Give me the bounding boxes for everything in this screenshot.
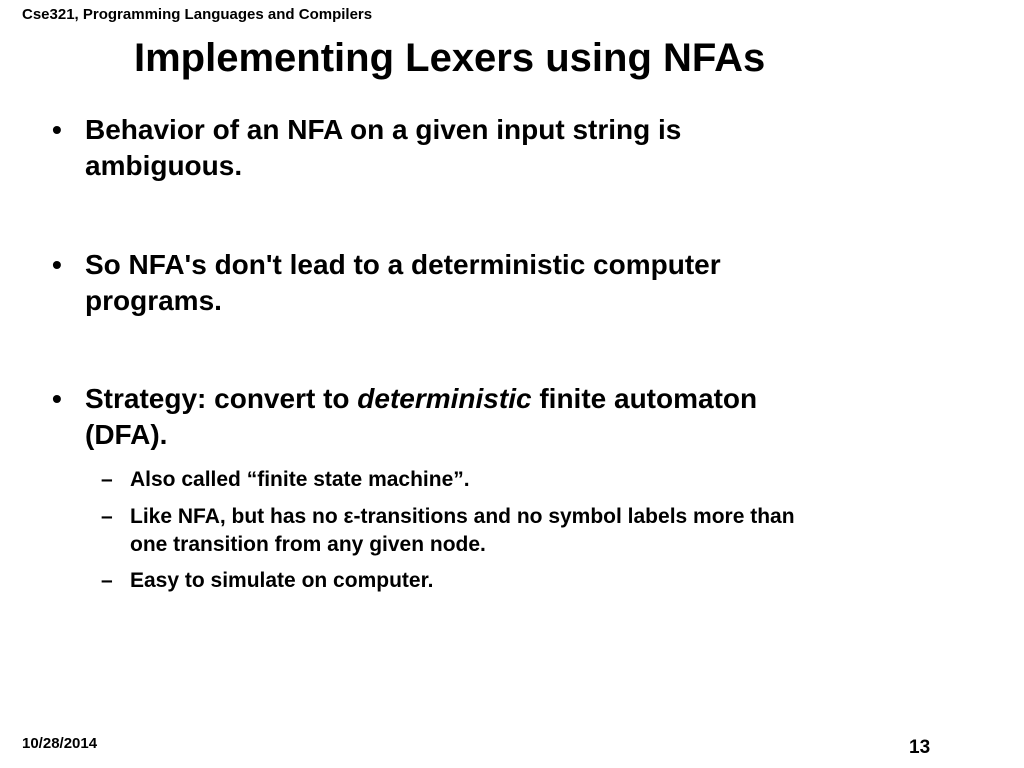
footer-date: 10/28/2014 <box>22 735 98 752</box>
sub-item-line: one transition from any given node. <box>130 533 486 556</box>
sub-item-text <box>130 503 970 559</box>
bullet-line: So NFA's don't lead to a deterministic computer <box>85 249 721 280</box>
bullet-text <box>85 112 985 184</box>
dash-marker: – <box>101 468 113 491</box>
sub-item-text <box>130 466 970 494</box>
sub-item-line: Easy to simulate on computer. <box>130 569 434 592</box>
slide-title: Implementing Lexers using NFAs <box>134 36 766 80</box>
bullet-line <box>85 381 985 417</box>
sub-item-line: Like NFA, but has no ε-transitions and no symbol labels more than <box>130 505 795 528</box>
bullet-line: programs. <box>85 285 222 316</box>
bullet-text-prefix: Strategy: convert to <box>85 383 358 414</box>
dash-marker: – <box>101 505 113 528</box>
bullet-marker: • <box>52 383 62 414</box>
bullet-line: ambiguous. <box>85 150 243 181</box>
course-header: Cse321, Programming Languages and Compilers <box>22 6 373 23</box>
bullet-line: Behavior of an NFA on a given input string is <box>85 114 682 145</box>
dash-marker: – <box>101 569 113 592</box>
emphasis-text: deterministic <box>357 383 532 414</box>
bullet-text-suffix: finite automaton <box>531 383 758 414</box>
page-number: 13 <box>909 737 931 758</box>
bullet-text <box>85 381 985 453</box>
bullet-marker: • <box>52 114 62 145</box>
bullet-marker: • <box>52 249 62 280</box>
sub-item-line: Also called “finite state machine”. <box>130 468 470 491</box>
bullet-text <box>85 247 985 319</box>
sub-item-text <box>130 567 970 595</box>
bullet-line: (DFA). <box>85 419 168 450</box>
